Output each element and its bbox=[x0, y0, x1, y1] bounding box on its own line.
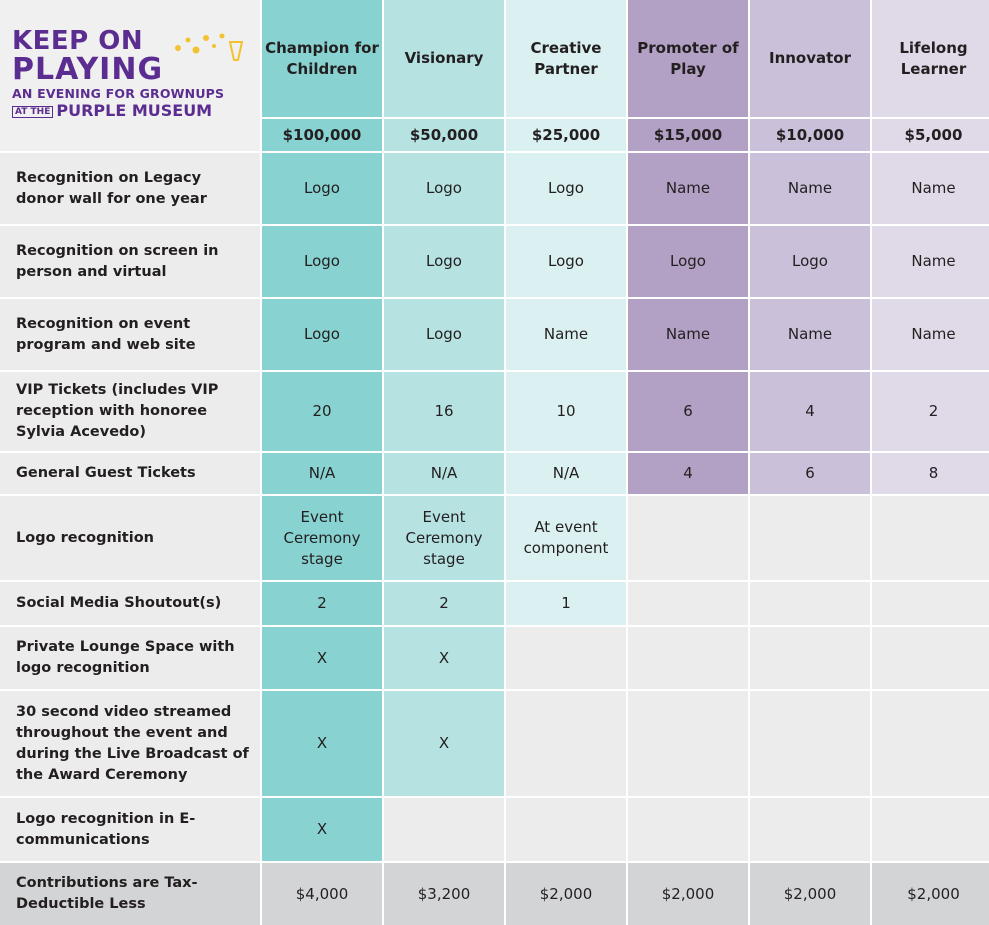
benefit-cell: 4 bbox=[628, 453, 748, 494]
deductible-amount: $2,000 bbox=[750, 863, 870, 925]
row-label: Recognition on screen in person and virtual bbox=[0, 226, 260, 297]
tier-price: $100,000 bbox=[262, 119, 382, 151]
benefit-cell-empty bbox=[750, 496, 870, 580]
benefit-cell: Name bbox=[506, 299, 626, 370]
benefit-cell: Logo bbox=[262, 226, 382, 297]
logo-venue bbox=[12, 102, 252, 121]
benefit-cell: 10 bbox=[506, 372, 626, 451]
benefit-cell: 20 bbox=[262, 372, 382, 451]
benefit-cell-empty bbox=[872, 691, 989, 796]
event-logo bbox=[0, 0, 260, 151]
benefit-cell: Event Ceremony stage bbox=[384, 496, 504, 580]
champagne-bubbles-icon bbox=[170, 30, 250, 70]
deductible-amount: $3,200 bbox=[384, 863, 504, 925]
benefit-cell: 4 bbox=[750, 372, 870, 451]
benefit-cell-empty bbox=[750, 691, 870, 796]
benefit-cell-empty bbox=[506, 798, 626, 861]
benefit-cell: Logo bbox=[750, 226, 870, 297]
benefit-cell: N/A bbox=[506, 453, 626, 494]
deductible-amount: $2,000 bbox=[506, 863, 626, 925]
benefit-cell: 1 bbox=[506, 582, 626, 625]
deductible-amount: $2,000 bbox=[628, 863, 748, 925]
benefit-cell: Logo bbox=[628, 226, 748, 297]
footer-label: Contributions are Tax-Deductible Less bbox=[0, 863, 260, 925]
benefit-cell-empty bbox=[872, 627, 989, 689]
tier-header: Creative Partner bbox=[506, 0, 626, 117]
benefit-cell: Logo bbox=[384, 153, 504, 224]
benefit-cell: 8 bbox=[872, 453, 989, 494]
benefit-cell: Logo bbox=[384, 226, 504, 297]
benefit-cell: Name bbox=[872, 153, 989, 224]
benefit-cell: X bbox=[262, 691, 382, 796]
row-label: Logo recognition bbox=[0, 496, 260, 580]
benefit-cell-empty bbox=[750, 798, 870, 861]
tier-header: Lifelong Learner bbox=[872, 0, 989, 117]
benefit-cell-empty bbox=[628, 691, 748, 796]
benefit-cell: Logo bbox=[506, 153, 626, 224]
benefit-cell-empty bbox=[872, 496, 989, 580]
tier-header: Innovator bbox=[750, 0, 870, 117]
row-label: Recognition on Legacy donor wall for one year bbox=[0, 153, 260, 224]
benefit-cell: N/A bbox=[384, 453, 504, 494]
benefit-cell: 2 bbox=[384, 582, 504, 625]
tier-header: Champion for Children bbox=[262, 0, 382, 117]
benefit-cell: Name bbox=[872, 226, 989, 297]
benefit-cell: Logo bbox=[262, 299, 382, 370]
benefit-cell-empty bbox=[872, 582, 989, 625]
benefit-cell-empty bbox=[628, 798, 748, 861]
logo-title-line1: KEEP ON bbox=[12, 26, 144, 56]
tier-price: $15,000 bbox=[628, 119, 748, 151]
deductible-amount: $2,000 bbox=[872, 863, 989, 925]
benefit-cell-empty bbox=[628, 582, 748, 625]
benefit-cell: 2 bbox=[262, 582, 382, 625]
deductible-amount: $4,000 bbox=[262, 863, 382, 925]
benefit-cell: X bbox=[262, 798, 382, 861]
benefit-cell: Name bbox=[750, 299, 870, 370]
row-label: VIP Tickets (includes VIP reception with honoree Sylvia Acevedo) bbox=[0, 372, 260, 451]
benefit-cell: X bbox=[262, 627, 382, 689]
benefit-cell: Logo bbox=[384, 299, 504, 370]
benefit-cell: X bbox=[384, 691, 504, 796]
benefit-cell: Name bbox=[628, 153, 748, 224]
benefit-cell: At event component bbox=[506, 496, 626, 580]
benefit-cell-empty bbox=[506, 691, 626, 796]
benefit-cell-empty bbox=[750, 582, 870, 625]
benefit-cell: Logo bbox=[506, 226, 626, 297]
row-label: 30 second video streamed throughout the event and during the Live Broadcast of the Award Ceremony bbox=[0, 691, 260, 796]
row-label: Social Media Shoutout(s) bbox=[0, 582, 260, 625]
benefit-cell-empty bbox=[628, 496, 748, 580]
benefit-cell: N/A bbox=[262, 453, 382, 494]
logo-title-line2: PLAYING bbox=[12, 52, 164, 87]
benefit-cell: 2 bbox=[872, 372, 989, 451]
benefit-cell-empty bbox=[384, 798, 504, 861]
tier-header: Visionary bbox=[384, 0, 504, 117]
benefit-cell-empty bbox=[506, 627, 626, 689]
logo-at-the: AT THE bbox=[12, 106, 53, 118]
benefit-cell: 16 bbox=[384, 372, 504, 451]
benefit-cell-empty bbox=[750, 627, 870, 689]
benefit-cell: Name bbox=[628, 299, 748, 370]
tier-price: $25,000 bbox=[506, 119, 626, 151]
benefit-cell-empty bbox=[628, 627, 748, 689]
row-label: Private Lounge Space with logo recognition bbox=[0, 627, 260, 689]
benefit-cell: Name bbox=[872, 299, 989, 370]
row-label: Logo recognition in E-communications bbox=[0, 798, 260, 861]
row-label: Recognition on event program and web site bbox=[0, 299, 260, 370]
benefit-cell: 6 bbox=[628, 372, 748, 451]
logo-subtitle: AN EVENING FOR GROWNUPS bbox=[12, 86, 225, 101]
tier-header: Promoter of Play bbox=[628, 0, 748, 117]
tier-price: $5,000 bbox=[872, 119, 989, 151]
benefit-cell: Logo bbox=[262, 153, 382, 224]
benefit-cell-empty bbox=[872, 798, 989, 861]
row-label: General Guest Tickets bbox=[0, 453, 260, 494]
logo-venue-name: PURPLE MUSEUM bbox=[56, 101, 213, 120]
benefit-cell: X bbox=[384, 627, 504, 689]
tier-price: $10,000 bbox=[750, 119, 870, 151]
benefit-cell: 6 bbox=[750, 453, 870, 494]
benefit-cell: Event Ceremony stage bbox=[262, 496, 382, 580]
tier-price: $50,000 bbox=[384, 119, 504, 151]
benefit-cell: Name bbox=[750, 153, 870, 224]
